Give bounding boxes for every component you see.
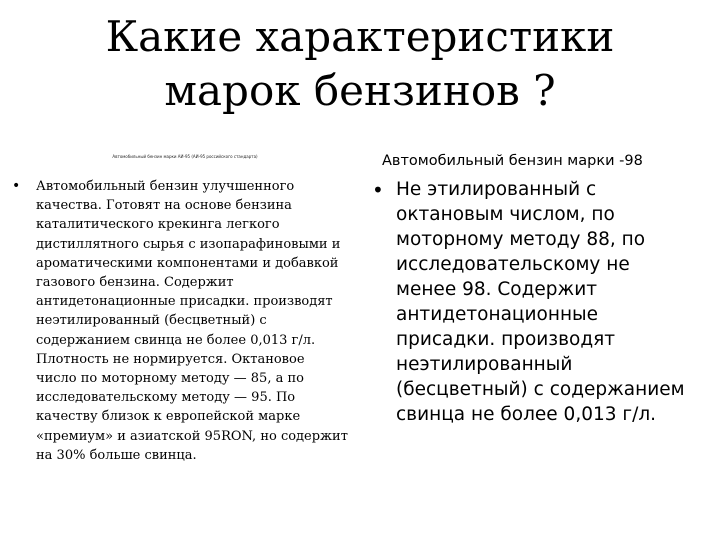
right-bullet-item xyxy=(372,177,692,427)
right-column xyxy=(372,177,692,427)
left-column-heading: Автомобильный бензин марки АИ-95 (АИ-95 российского стандарта) xyxy=(112,154,258,159)
bullet-marker: • xyxy=(12,178,21,194)
left-bullet-text: Автомобильный бензин улучшенного качества. Готовят на основе бензина каталитического крекинга легкого дистиллятного сырья с изопарафиновыми и ароматическими компонентами и добавкой газового бензина. Содержит антидетонационные присадки. производят неэтилированный (бесцветный) с содержанием свинца не более 0,013 г/л. Плотность не нормируется. Октановое число по моторному методу — 85, а по исследовательскому методу — 95. По качеству близок к европейской марке «премиум» и азиатской 95RON, но содержит на 30% больше свинца. xyxy=(36,179,348,463)
right-bullet-text: Не этилированный с октановым числом, по моторному методу 88, по исследовательскому не менее 98. Содержит антидетонационные присадки. производят неэтилированный (бесцветный) с содержанием свинца не более 0,013 г/л. xyxy=(396,179,685,425)
left-bullet-item xyxy=(12,177,348,465)
left-column xyxy=(12,177,348,465)
right-column-heading: Автомобильный бензин марки -98 xyxy=(382,153,643,169)
bullet-marker: • xyxy=(372,178,384,202)
slide-title: Какие характеристики марок бензинов ? xyxy=(105,12,615,115)
